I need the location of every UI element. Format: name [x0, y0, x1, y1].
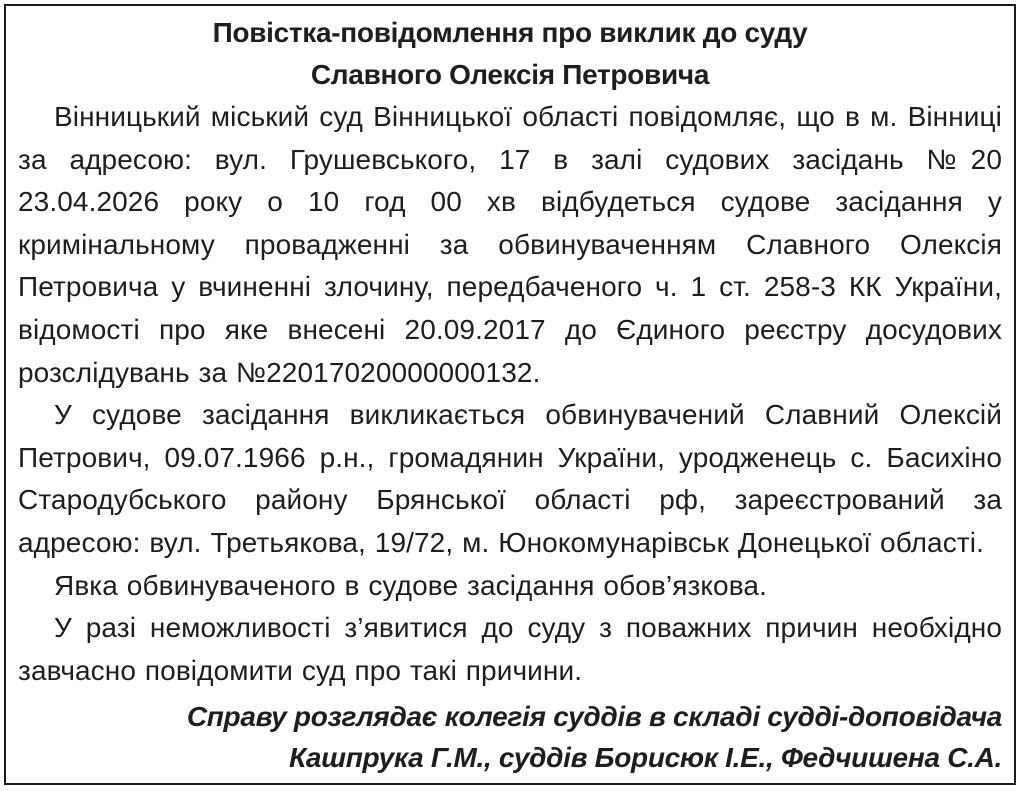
judges-panel	[18, 696, 1002, 778]
court-summons-notice	[4, 4, 1016, 785]
notice-title	[18, 12, 1002, 96]
judges-panel-line1: Справу розглядає колегія суддів в складі судді-доповідача	[186, 701, 1002, 733]
paragraph-attendance-mandatory: Явка обвинуваченого в судове засідання обов’язкова.	[54, 569, 767, 601]
paragraph-absence-notice: У разі неможливості з’явитися до суду з поважних причин необхідно завчасно повідомити суд про такі причини.	[18, 612, 1002, 686]
paragraph-hearing-details: Вінницький міський суд Вінницької області повідомляє, що в м. Вінниці за адресою: вул. Грушевського, 17 в залі судових засідань №20 23.04.2026 року о 10 год 00 хв відбудеться судове засідання у кримінальному провадженні за обвинуваченням Славного Олексія Петровича у вчиненні злочину, передбаченого ч. 1 ст. 258-3 КК України, відомості про яке внесені 20.09.2017 до Єдиного реєстру досудових розслідувань за №22017020000000132.	[18, 101, 1002, 388]
paragraph-accused-details: У судове засідання викликається обвинувачений Славний Олексій Петрович, 09.07.1966 р.н., громадянин України, уродженець с. Басихіно Стародубського району Брянської області рф, зареєстрований за адресою: вул. Третьякова, 19/72, м. Юнокомунарівськ Донецької області.	[18, 399, 1002, 558]
notice-title-line1: Повістка-повідомлення про виклик до суду	[212, 17, 808, 48]
notice-title-line2: Славного Олексія Петровича	[310, 59, 710, 90]
judges-panel-line2: Кашпрука Г.М., суддів Борисюк І.Е., Федчишена С.А.	[288, 742, 1002, 774]
